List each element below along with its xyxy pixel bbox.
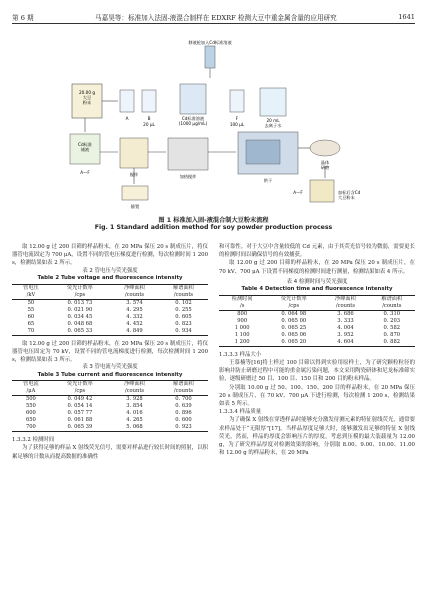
table-cell: 4. 004 — [337, 324, 354, 331]
figure-1-diagram — [60, 34, 360, 212]
table-4-header: 净峰面积 /counts — [335, 295, 356, 309]
table-cell: 4. 604 — [337, 338, 354, 345]
vial-f-volume: 100 μL — [229, 122, 245, 127]
table-cell: 60 — [27, 313, 35, 320]
table-cell: 4. 332 — [126, 313, 143, 320]
table-cell: 4. 295 — [126, 306, 143, 313]
table-2 — [12, 284, 208, 336]
table-cell: 0. 255 — [175, 306, 192, 313]
table-row — [12, 299, 208, 307]
table-2-caption-en: Table 2 Tube voltage and fluorescence intensity — [37, 275, 183, 282]
section-1-3-3-3-heading: 1.3.3.3 样品大小 — [219, 351, 262, 358]
table-cell: 0. 582 — [383, 324, 401, 331]
grind-label: 晶体研磨 — [320, 160, 330, 170]
vial-f-label: F — [235, 116, 239, 121]
table-cell: 0. 870 — [383, 331, 401, 338]
table-cell: 70 — [27, 327, 35, 334]
table-cell: 4. 016 — [126, 410, 143, 417]
table-cell: 3. 928 — [126, 396, 143, 403]
table-3 — [12, 380, 208, 432]
vial-b — [142, 90, 156, 112]
right-column — [219, 243, 415, 457]
table-row — [219, 318, 415, 325]
table-cell: 4. 452 — [126, 320, 143, 327]
right-paragraph-2: 取 12.00 g 过 200 目筛的样品粉末，在 20 MPa 保压 20 s 制成压片，在 70 kV、700 μA 下设置不同梯度的检测时间进行测量，检测结果如表 4 所示。 — [219, 260, 415, 275]
cd-stock-label: Cd标准储液 — [78, 142, 92, 152]
vial-a-label: A — [125, 116, 129, 121]
water-label: 20 mL 去离子水 — [264, 118, 282, 128]
pipette-icon — [205, 46, 215, 68]
heating-stirrer — [168, 138, 208, 170]
table-cell: 0. 065 06 — [281, 331, 307, 338]
figure-caption-cn: 图 1 标准加入固-液混合制大豆粉末流程 — [158, 217, 269, 224]
table-cell: 0. 065 25 — [281, 324, 307, 331]
table-cell: 0. 310 — [383, 310, 401, 317]
table-row — [12, 410, 208, 417]
vial-a — [120, 90, 134, 112]
table-cell: 0. 065 00 — [281, 317, 307, 324]
oven-label: 烘干 — [263, 178, 273, 183]
figure-caption-en: Fig. 1 Standard addition method for soy powder production process — [94, 224, 333, 231]
table-row — [12, 321, 208, 328]
table-3-header: 荧光计数率 /cps — [66, 381, 93, 395]
table-2-header: 管电压 /kV — [23, 284, 39, 298]
table-4-header: 检测时间 /s — [231, 295, 253, 309]
table-cell: 800 — [237, 310, 248, 317]
cd-standard-bottle — [180, 84, 206, 114]
table-cell: 3. 854 — [126, 403, 143, 410]
standing-label: 静置 — [130, 204, 140, 209]
table-cell: 4. 849 — [126, 327, 143, 334]
table-cell: 55 — [27, 306, 35, 313]
section-1-3-3-2-heading: 1.3.3.2 检测时间 — [12, 437, 55, 444]
table-cell: 3. 686 — [337, 310, 354, 317]
table-cell: 0. 065 39 — [67, 424, 93, 431]
table-cell: 1 000 — [234, 324, 250, 331]
pipette-label: 移液枪加入Cd标准溶液 — [188, 40, 232, 45]
standing-tray — [122, 186, 148, 200]
right-paragraph-4: 分别取 10.00 g 过 50、100、150、200 目的样品粉末，在 20 MPa 保压 20 s 制成压片，在 70 kV、700 μA 下进行检测，每次检测 1 200 s，检测结果如表 5 所示。 — [219, 384, 415, 408]
table-4-header: 解谱面积 /counts — [381, 295, 403, 309]
table-cell: 0. 065 20 — [281, 338, 307, 345]
table-4-caption-en: Table 4 Detection time and fluorescence intensity — [241, 286, 393, 293]
running-title: 马嘉昊等：标准加入法固-液混合制样在 EDXRF 检测大豆中重金属含量的应用研究 — [95, 13, 337, 22]
table-2-header: 解谱面积 /counts — [173, 284, 194, 298]
table-3-caption-en: Table 3 Tube current and fluorescence intensity — [37, 371, 183, 378]
vial-row — [120, 84, 286, 116]
table-cell: 0. 013 73 — [67, 299, 93, 306]
table-cell: 0. 057 77 — [67, 410, 93, 417]
cd-standard-label: Cd标准溶液(1000 μg/mL) — [178, 116, 208, 126]
af-right-label: A—F — [293, 190, 303, 195]
table-cell: 900 — [237, 317, 248, 324]
issue-number: 第 6 期 — [12, 13, 34, 22]
table-row — [219, 339, 415, 347]
table-cell: 600 — [25, 410, 36, 417]
table-cell: 0. 102 — [175, 299, 192, 306]
table-cell: 0. 034 45 — [67, 313, 93, 320]
table-2-caption-cn: 表 2 管电压与荧光强度 — [82, 267, 138, 274]
table-row — [12, 328, 208, 336]
af-left-label: A—F — [80, 170, 90, 175]
table-cell: 0. 054 14 — [67, 403, 93, 410]
table-2-header: 净峰面积 /counts — [124, 284, 145, 298]
table-cell: 0. 896 — [175, 410, 192, 417]
table-cell: 0. 065 33 — [67, 327, 93, 334]
vial-f — [230, 90, 244, 112]
table-cell: 3. 952 — [337, 331, 354, 338]
vial-b-volume: 20 μL — [143, 122, 155, 127]
table-cell: 4. 265 — [126, 417, 143, 424]
stirring-beaker — [120, 138, 148, 168]
table-row — [219, 325, 415, 332]
soy-powder-label: 20.00 g 大豆粉末 — [79, 90, 95, 105]
table-cell: 500 — [25, 396, 36, 403]
left-column — [12, 243, 208, 461]
table-cell: 0. 923 — [175, 424, 192, 431]
table-cell: 700 — [25, 424, 36, 431]
spiked-soy-label: 加标后含Cd 大豆粉末 — [338, 190, 360, 200]
table-4-caption-cn: 表 4 检测时间与荧光强度 — [286, 278, 348, 285]
table-row — [12, 307, 208, 314]
table-2-header: 荧光计数率 /cps — [66, 284, 93, 298]
table-cell: 0. 882 — [383, 338, 401, 345]
table-3-header: 管电流 /μA — [23, 381, 39, 395]
table-cell: 550 — [25, 403, 36, 410]
table-row — [219, 332, 415, 339]
running-header — [12, 12, 415, 24]
table-cell: 0. 605 — [175, 313, 192, 320]
table-3-caption-cn: 表 3 管电流与荧光强度 — [82, 364, 138, 371]
spiked-soy-beaker — [310, 180, 334, 202]
heating-stir-label: 加热搅拌 — [179, 174, 197, 179]
water-beaker — [260, 88, 286, 116]
table-cell: 5. 068 — [126, 424, 143, 431]
table-cell: 0. 048 68 — [67, 320, 93, 327]
table-cell: 3. 333 — [337, 317, 354, 324]
table-cell: 1 100 — [234, 331, 250, 338]
table-4-header: 荧光计数率 /cps — [280, 295, 307, 309]
table-row — [12, 396, 208, 404]
table-cell: 0. 934 — [175, 327, 192, 334]
table-cell: 0. 064 98 — [281, 310, 307, 317]
right-paragraph-5: 为了确保 X 射线在穿透样品时能够充分激发待测元素的特征射线荧光，通常要求样品处于“无限厚”[17]，当样品厚度足够大时，能够激发出足够的特征 X 射线荧光，然而，样品的厚度会影响压片的厚度。考虑到压模的最大装载量为 12.00 g，为了研究样品厚度对检测效果的影响，分别取 8.00、9.00、10.00、11.00 和 12.00 g 的样品粉末，在 20 MPa — [219, 417, 415, 457]
table-row — [12, 417, 208, 424]
oven-window — [246, 140, 280, 164]
mortar-icon — [310, 140, 340, 156]
table-cell: 0. 203 — [383, 317, 401, 324]
table-4 — [219, 295, 415, 347]
page-number: 1641 — [398, 12, 415, 21]
right-paragraph-3: 王慕楠等[16]将土样过 100 目筛以得到实验用原样土，为了研究颗粒粒径的影响并防止研磨过程中可能的重金属污染问题，本文采用陶瓷研钵和尼龙标准筛实验，逐级研磨过 50 目、100 目、150 目和 200 目的粉末样品。 — [219, 360, 415, 383]
table-cell: 0. 049 42 — [67, 396, 93, 403]
table-cell: 0. 061 88 — [67, 417, 93, 424]
table-cell: 65 — [27, 320, 35, 327]
section-1-3-3-4-heading: 1.3.3.4 样品质量 — [219, 409, 262, 416]
right-paragraph-1: 和可靠性。对于大豆中含量较低的 Cd 元素，由于其荧光信号较为微弱，需要更长的检测时间以确保信号的有效捕获。 — [219, 244, 415, 259]
table-cell: 50 — [27, 299, 35, 306]
table-3-header: 解谱面积 /counts — [173, 381, 194, 395]
stir-label: 搅拌 — [129, 172, 139, 177]
table-3-header: 净峰面积 /counts — [124, 381, 145, 395]
table-row — [12, 314, 208, 321]
table-cell: 0. 823 — [175, 320, 192, 327]
table-cell: 0. 639 — [175, 403, 192, 410]
table-cell: 0. 600 — [175, 417, 192, 424]
table-row — [219, 310, 415, 318]
table-cell: 0. 700 — [175, 396, 192, 403]
table-cell: 3. 574 — [126, 299, 143, 306]
table-cell: 1 200 — [234, 338, 250, 345]
table-cell: 0. 021 90 — [67, 306, 93, 313]
table-cell: 650 — [25, 417, 36, 424]
left-paragraph-1: 取 12.00 g 过 200 目筛的样品粉末，在 20 MPa 保压 20 s 制成压片，将仪器管电流固定为 700 μA，设置不同的管电压梯度进行检测，每次检测时间 1 200 s，检测结果如表 2 所示。 — [12, 244, 208, 267]
vial-b-label: B — [147, 116, 151, 121]
table-row — [12, 403, 208, 410]
left-paragraph-3: 为了获得足够的样品 X 射线荧光信号，需要对样品进行较长时间的照射，以积累足够的计数从而提高数据的准确性 — [12, 445, 208, 460]
table-row — [12, 424, 208, 432]
left-paragraph-2: 取 12.00 g 过 200 目筛的样品粉末，在 20 MPa 保压 20 s 制成压片，将仪器管电压固定为 70 kV，设置不同的管电流梯度进行检测，每次检测时间 1 200 s，检测结果如表 3 所示。 — [12, 340, 208, 364]
